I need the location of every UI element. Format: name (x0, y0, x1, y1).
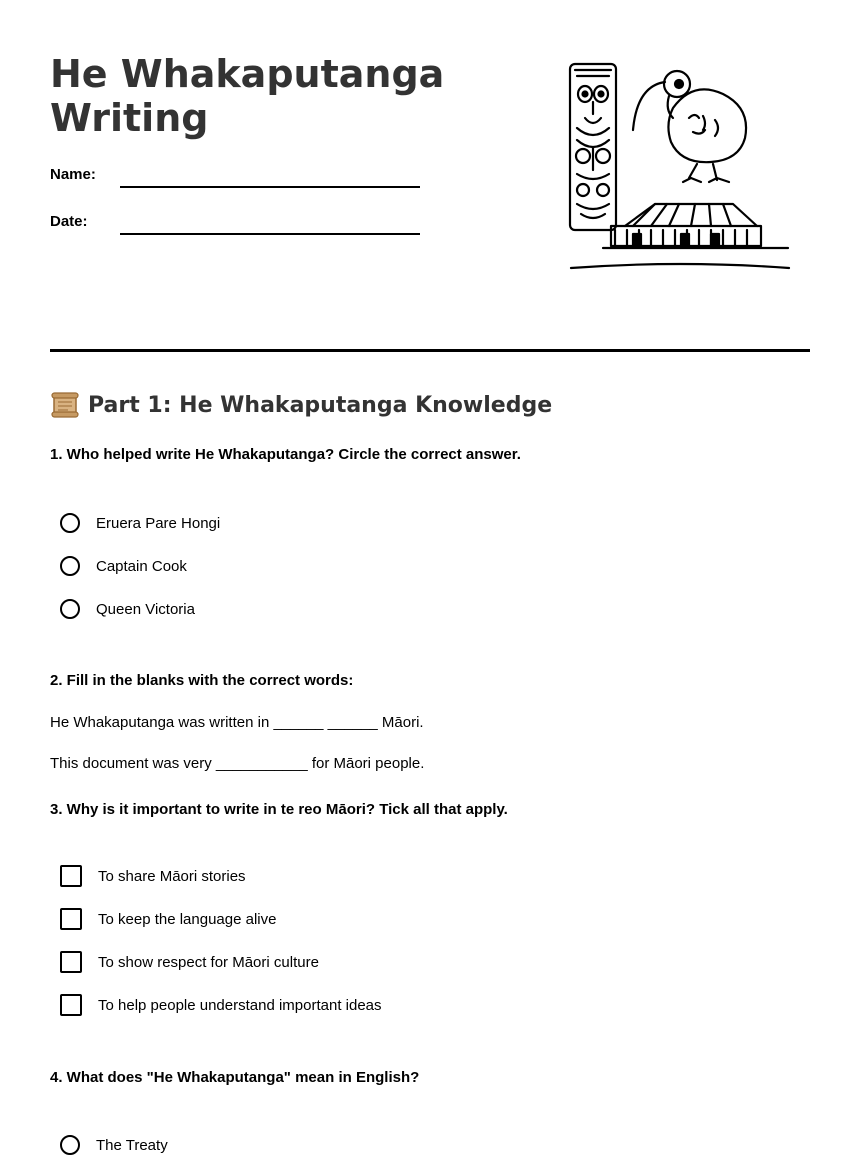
question-1: 1. Who helped write He Whakaputanga? Circle the correct answer. (50, 446, 521, 463)
question-3: 3. Why is it important to write in te reo Māori? Tick all that apply. (50, 801, 508, 818)
maori-illustration (563, 58, 793, 278)
q3-option-1[interactable] (60, 863, 246, 889)
q4-option-1[interactable] (60, 1132, 168, 1158)
option-label: Captain Cook (96, 557, 187, 575)
q3-option-4[interactable] (60, 992, 382, 1018)
checkbox[interactable] (60, 951, 82, 973)
option-label: Eruera Pare Hongi (96, 514, 221, 532)
question-2: 2. Fill in the blanks with the correct words: (50, 672, 354, 689)
page-title (50, 52, 490, 140)
section-1-title: Part 1: He Whakaputanga Knowledge (88, 392, 553, 418)
option-label: To share Māori stories (98, 867, 246, 885)
option-label: To show respect for Māori culture (98, 953, 319, 971)
option-label: To keep the language alive (98, 910, 277, 928)
checkbox[interactable] (60, 908, 82, 930)
option-label: The Treaty (96, 1136, 168, 1154)
radio-circle[interactable] (60, 1135, 80, 1155)
header-divider (50, 349, 810, 352)
option-label: To help people understand important ideas (98, 996, 382, 1014)
name-line[interactable] (120, 186, 420, 188)
option-label: Queen Victoria (96, 600, 195, 618)
date-field[interactable] (50, 213, 430, 237)
date-label: Date: (50, 213, 88, 230)
q3-option-2[interactable] (60, 906, 276, 932)
radio-circle[interactable] (60, 556, 80, 576)
checkbox[interactable] (60, 994, 82, 1016)
radio-circle[interactable] (60, 599, 80, 619)
title-line-1: He Whakaputanga (50, 52, 445, 96)
q1-option-1[interactable] (60, 510, 220, 536)
date-line[interactable] (120, 233, 420, 235)
q1-option-2[interactable] (60, 553, 187, 579)
checkbox[interactable] (60, 865, 82, 887)
q3-option-3[interactable] (60, 949, 319, 975)
scroll-icon (50, 390, 80, 420)
fill-blank-sentence-2[interactable]: This document was very ___________ for Māori people. (50, 755, 425, 772)
name-label: Name: (50, 166, 96, 183)
carved-pou-icon (570, 64, 616, 230)
fill-blank-sentence-1[interactable]: He Whakaputanga was written in ______ ______ Māori. (50, 714, 424, 731)
question-4: 4. What does "He Whakaputanga" mean in English? (50, 1069, 420, 1086)
title-line-2: Writing (50, 96, 209, 140)
bird-icon (633, 71, 746, 182)
radio-circle[interactable] (60, 513, 80, 533)
name-field[interactable] (50, 166, 430, 190)
q1-option-3[interactable] (60, 596, 195, 622)
section-1-heading (50, 388, 552, 422)
